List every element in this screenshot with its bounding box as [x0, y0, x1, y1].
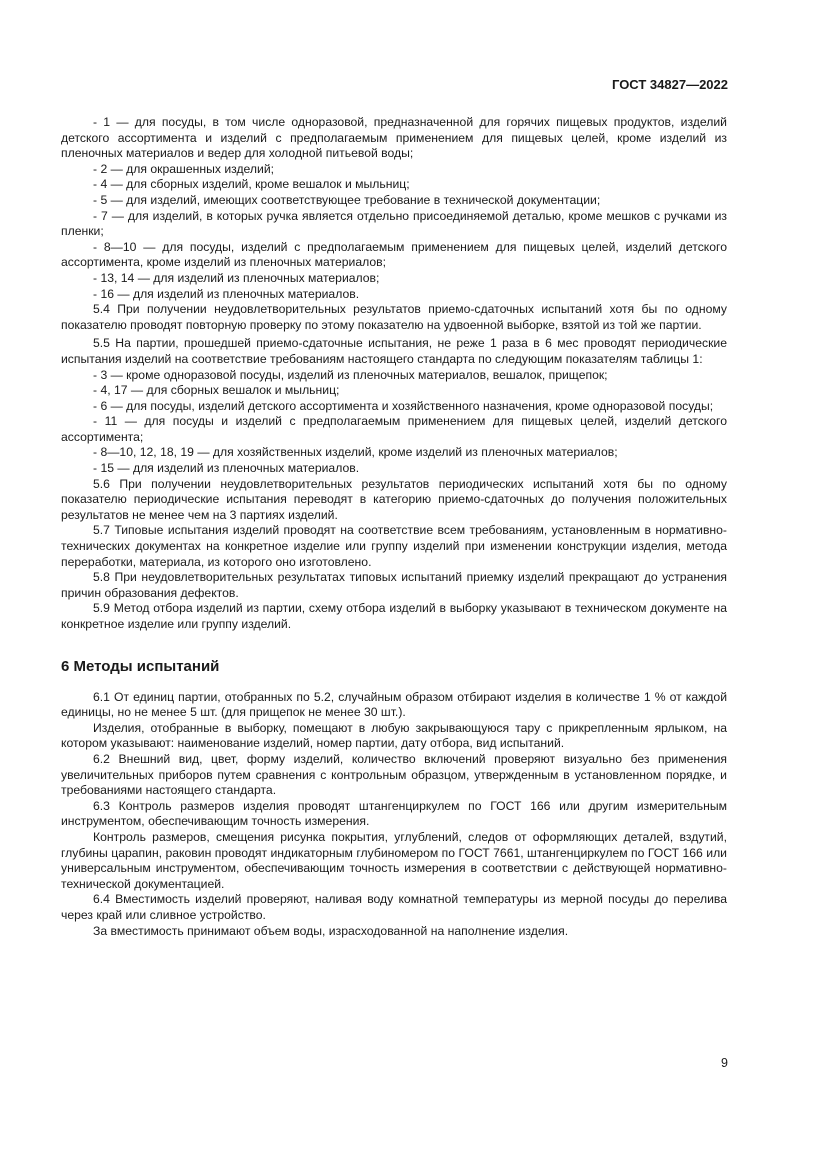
paragraph: Изделия, отобранные в выборку, помещают в любую закрывающуюся тару с прикрепленным ярлыком, на котором указывают: наименование изделий, номер партии, дату отбора, вид испытаний. — [61, 720, 727, 751]
paragraph: 6.4 Вместимость изделий проверяют, наливая воду комнатной температуры из мерной посуды до перелива через край или сливное устройство. — [61, 892, 727, 922]
paragraph: 5.7 Типовые испытания изделий проводят на соответствие всем требованиям, установленным в нормативно-технических документах на конкретное изделие или группу изделий при изменении конструкции изделия, метода переработки, материала, из которого оно изготовлено. — [61, 523, 727, 569]
paragraph: 6.1 От единиц партии, отобранных по 5.2, случайным образом отбирают изделия в количестве 1 % от каждой единицы, но не менее 5 шт. (для прищепок не менее 30 шт.). — [61, 689, 727, 720]
paragraph: - 8—10 — для посуды, изделий с предполагаемым применением для пищевых целей, изделий детского ассортимента, кроме изделий из пленочных материалов; — [61, 239, 727, 270]
document-id: ГОСТ 34827—2022 — [612, 77, 728, 92]
paragraph: - 11 — для посуды и изделий с предполагаемым применением для пищевых целей, изделий детского ассортимента; — [61, 414, 727, 444]
paragraph: - 15 — для изделий из пленочных материалов. — [93, 461, 360, 476]
paragraph: 5.5 На партии, прошедшей приемо-сдаточные испытания, не реже 1 раза в 6 мес проводят периодические испытания изделий на соответствие требованиям настоящего стандарта по следующим показателям таблицы 1: — [61, 336, 727, 366]
paragraph: 6.3 Контроль размеров изделия проводят штангенциркулем по ГОСТ 166 или другим измерительным инструментом, обеспечивающим точность измерения. — [61, 798, 727, 829]
section-5-continuation — [61, 115, 727, 633]
paragraph: - 4, 17 — для сборных вешалок и мыльниц; — [93, 383, 340, 398]
paragraph: - 3 — кроме одноразовой посуды, изделий из пленочных материалов, вешалок, прищепок; — [93, 367, 608, 382]
paragraph: - 13, 14 — для изделий из пленочных материалов; — [93, 270, 380, 285]
section-heading: 6 Методы испытаний — [61, 657, 220, 675]
page-number: 9 — [721, 1056, 728, 1070]
paragraph: 5.4 При получении неудовлетворительных результатов приемо-сдаточных испытаний хотя бы по одному показателю проводят повторную проверку по этому показателю на удвоенной выборке, взятой из той же партии. — [61, 302, 727, 332]
paragraph: Контроль размеров, смещения рисунка покрытия, углублений, следов от оформляющих деталей, вздутий, глубины царапин, раковин проводят индикаторным глубиномером по ГОСТ 7661, штангенциркулем по ГОСТ 166 или универсальным инструментом, обеспечивающим точность измерения в соответствии с действующей нормативно-технической документацией. — [61, 829, 727, 891]
paragraph: 5.9 Метод отбора изделий из партии, схему отбора изделий в выборку указывают в техническом документе на конкретное изделие или группу изделий. — [61, 601, 727, 631]
paragraph: - 8—10, 12, 18, 19 — для хозяйственных изделий, кроме изделий из пленочных материалов; — [93, 445, 618, 460]
paragraph: 5.8 При неудовлетворительных результатах типовых испытаний приемку изделий прекращают до устранения причин образования дефектов. — [61, 570, 727, 600]
paragraph: 5.6 При получении неудовлетворительных результатов периодических испытаний хотя бы по одному показателю периодические испытания переводят в категорию приемо-сдаточных до получения положительных результатов не менее чем на 3 партиях изделий. — [61, 476, 727, 522]
paragraph: За вместимость принимают объем воды, израсходованной на наполнение изделия. — [93, 923, 569, 938]
paragraph: - 16 — для изделий из пленочных материалов. — [93, 286, 360, 301]
paragraph: - 5 — для изделий, имеющих соответствующее требование в технической документации; — [93, 192, 601, 207]
paragraph: - 2 — для окрашенных изделий; — [93, 161, 275, 176]
section-6-body — [61, 690, 727, 940]
paragraph: - 6 — для посуды, изделий детского ассортимента и хозяйственного назначения, кроме одноразовой посуды; — [93, 398, 714, 413]
page-content — [61, 115, 727, 939]
paragraph: - 4 — для сборных изделий, кроме вешалок и мыльниц; — [93, 177, 410, 192]
paragraph: 6.2 Внешний вид, цвет, форму изделий, количество включений проверяют визуально без применения увеличительных приборов путем сравнения с контрольным образцом, утвержденным в установленном порядке, и требованиями настоящего стандарта. — [61, 751, 727, 798]
paragraph: - 1 — для посуды, в том числе одноразовой, предназначенной для горячих пищевых продуктов, изделий детского ассортимента и изделий с предполагаемым применением для пищевых целей, кроме изделий из пленочных материалов и ведер для холодной питьевой воды; — [61, 115, 727, 161]
paragraph: - 7 — для изделий, в которых ручка является отдельно присоединяемой деталью, кроме мешков с ручками из пленки; — [61, 208, 727, 239]
